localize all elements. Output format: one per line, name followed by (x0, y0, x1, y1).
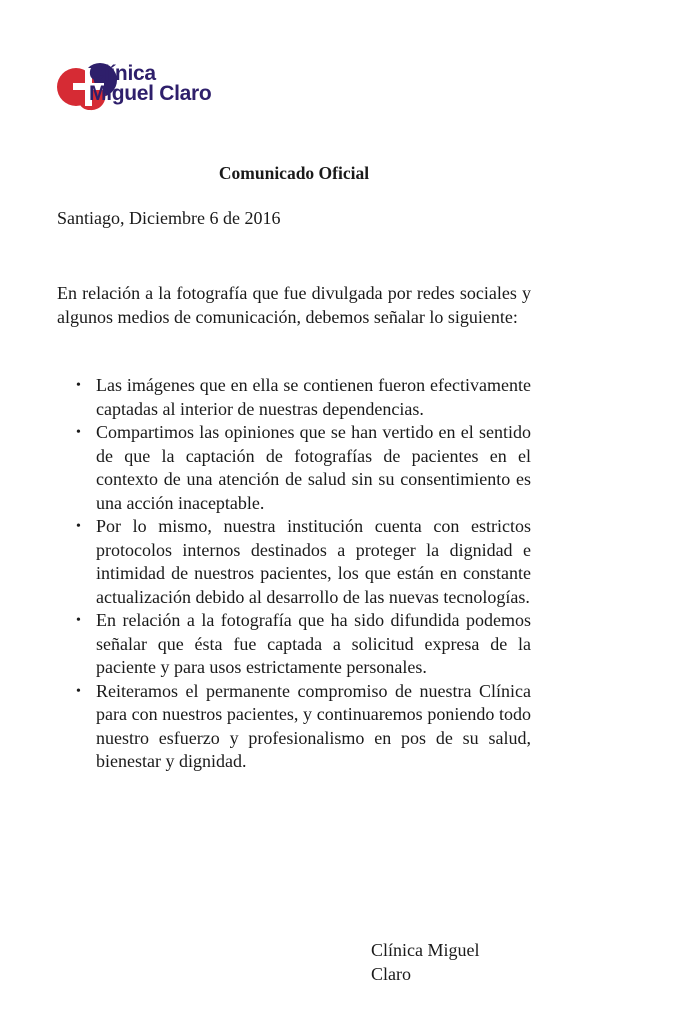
bullet-icon: • (76, 425, 81, 440)
bullet-icon: • (76, 519, 81, 534)
list-item (76, 515, 531, 609)
bullet-icon: • (76, 378, 81, 393)
bullet-icon: • (76, 613, 81, 628)
clinic-logo-text (89, 64, 211, 104)
signature: Clínica Miguel Claro (371, 940, 480, 984)
list-item-text: Las imágenes que en ella se contienen fueron efectivamente captadas al interior de nuestras dependencias. (96, 375, 531, 419)
logo-text-line1: Clínica (89, 62, 156, 85)
list-item-text: En relación a la fotografía que ha sido difundida podemos señalar que ésta fue captada a solicitud expresa de la paciente y para usos estrictamente personales. (96, 610, 531, 677)
list-item (76, 680, 531, 774)
list-item-text: Por lo mismo, nuestra institución cuenta con estrictos protocolos internos destinados a proteger la dignidad e intimidad de nuestros pacientes, los que están en constante actualización debido al desarrollo de las nuevas tecnologías. (96, 516, 531, 607)
list-item (76, 374, 531, 421)
list-item-text: Compartimos las opiniones que se han vertido en el sentido de que la captación de fotografías de pacientes en el contexto de una atención de salud sin su consentimiento es una acción inaceptable. (96, 422, 531, 513)
bullet-icon: • (76, 683, 81, 699)
document-date: Santiago, Diciembre 6 de 2016 (57, 208, 281, 228)
document-intro: En relación a la fotografía que fue divulgada por redes sociales y algunos medios de comunicación, debemos señalar lo siguiente: (57, 283, 531, 327)
document-title: Comunicado Oficial (218, 163, 370, 183)
list-item (76, 609, 531, 680)
statement-list (76, 374, 531, 774)
logo-text-line2: Miguel Claro (89, 82, 212, 105)
list-item-text: Reiteramos el permanente compromiso de nuestra Clínica para con nuestros pacientes, y continuaremos poniendo todo nuestro esfuerzo y profesionalismo en pos de su salud, bienestar y dignidad. (96, 680, 531, 771)
list-item (76, 421, 531, 515)
